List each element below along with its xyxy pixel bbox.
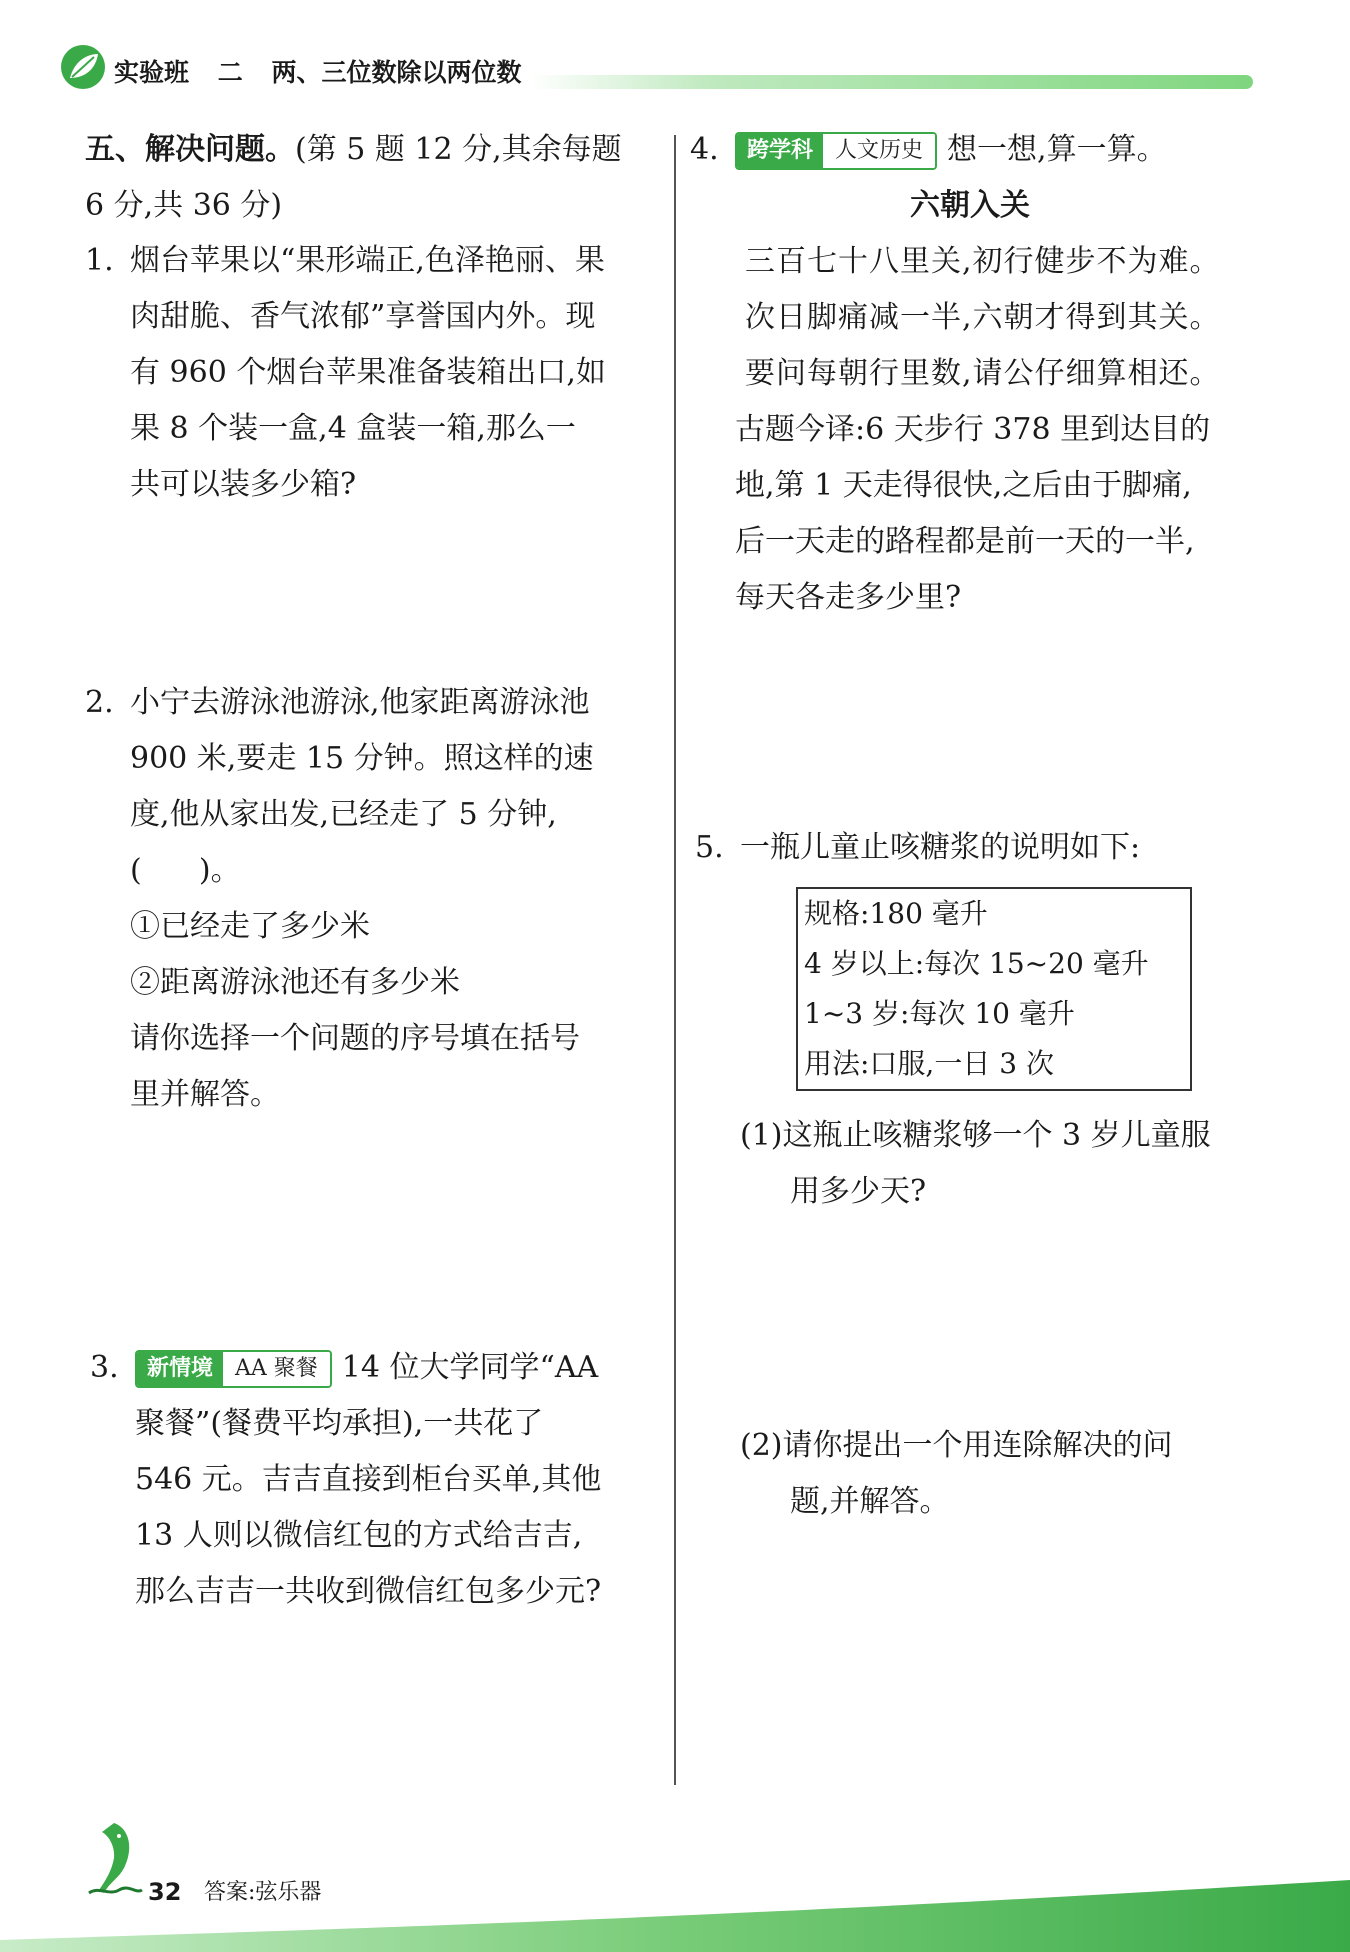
q1-line: 肉甜脆、香气浓郁”享誉国内外。现 [130,299,596,334]
footer-wave [0,1860,1350,1952]
instructions-box [796,887,1192,1091]
q2-line: 里并解答。 [130,1077,280,1112]
section-heading [85,122,645,234]
unit-number: 二 [217,58,243,87]
series-label: 实验班 [114,58,190,87]
q5-sub1-line: 用多少天? [790,1174,927,1209]
q2-line: 度,他从家出发,已经走了 5 分钟, [130,797,557,832]
header-title [114,56,541,90]
q3-tag-label: 新情境 [137,1352,223,1386]
q4-tag [735,132,937,170]
q2-number: 2. [85,685,114,720]
leaf-icon [60,44,106,90]
q4-number: 4. [690,132,719,167]
q4-prompt: 想一想,算一算。 [947,132,1167,167]
page-number: 32 [148,1878,182,1906]
translation-line: 古题今译:6 天步行 378 里到达目的 [735,412,1211,447]
q4-tag-label: 跨学科 [737,134,823,168]
question-3 [90,1340,670,1620]
q5-sub2-line: 题,并解答。 [790,1484,950,1519]
translation-line: 地,第 1 天走得很快,之后由于脚痛, [735,468,1192,503]
poem-line: 要问每朝行里数,请公仔细算相还。 [745,356,1221,391]
q1-line: 有 960 个烟台苹果准备装箱出口,如 [130,355,606,390]
q2-line: 小宁去游泳池游泳,他家距离游泳池 [130,685,590,720]
q3-tag-text: AA 聚餐 [223,1352,330,1386]
q5-number: 5. [695,830,724,865]
q3-line: 14 位大学同学“AA [341,1350,599,1385]
header-bar [530,75,1253,89]
q5-sub2-line: (2)请你提出一个用连除解决的问 [740,1428,1173,1463]
instructions-line: 4 岁以上:每次 15~20 毫升 [804,947,1149,980]
q3-number: 3. [90,1350,119,1385]
q5-intro: 一瓶儿童止咳糖浆的说明如下: [740,830,1141,865]
translation-line: 后一天走的路程都是前一天的一半, [735,524,1195,559]
q2-line: 900 米,要走 15 分钟。照这样的速 [130,741,594,776]
answer-hint: 答案:弦乐器 [204,1880,322,1905]
dolphin-icon [84,1818,144,1898]
poem-line: 次日脚痛减一半,六朝才得到其关。 [745,300,1221,335]
q5-sub-1 [740,1108,1260,1220]
q4-tag-text: 人文历史 [823,134,935,168]
q1-number: 1. [85,243,114,278]
instructions-line: 规格:180 毫升 [804,897,988,930]
poem-line: 三百七十八里关,初行健步不为难。 [745,244,1221,279]
q3-line: 546 元。吉吉直接到柜台买单,其他 [135,1462,602,1497]
q1-line: 果 8 个装一盒,4 盒装一箱,那么一 [130,411,576,446]
q2-line: 请你选择一个问题的序号填在括号 [130,1021,580,1056]
poem-title: 六朝入关 [910,188,1030,223]
q2-option-1: ①已经走了多少米 [130,909,370,944]
column-divider [674,135,676,1785]
q5-sub-2 [740,1418,1260,1530]
q3-line: 13 人则以微信红包的方式给吉吉, [135,1518,583,1553]
q1-line: 烟台苹果以“果形端正,色泽艳丽、果 [130,243,605,278]
unit-title: 两、三位数除以两位数 [271,58,522,87]
translation-line: 每天各走多少里? [735,580,962,615]
instructions-line: 用法:口服,一日 3 次 [804,1047,1054,1080]
question-5-intro [695,820,1255,876]
q3-tag [135,1350,332,1388]
question-1 [85,233,665,513]
q3-line: 那么吉吉一共收到微信红包多少元? [135,1574,602,1609]
q3-line: 聚餐”(餐费平均承担),一共花了 [135,1406,544,1441]
section-title: 五、解决问题。 [85,132,295,167]
question-2 [85,675,665,1123]
section-note: (第 5 题 12 分,其余每题 6 分,共 36 分) [85,132,622,223]
q5-sub1-line: (1)这瓶止咳糖浆够一个 3 岁儿童服 [740,1118,1211,1153]
instructions-line: 1~3 岁:每次 10 毫升 [804,997,1075,1030]
q2-option-2: ②距离游泳池还有多少米 [130,965,460,1000]
q2-answer-blank[interactable]: ( )。 [130,853,241,888]
question-4 [690,122,1250,626]
q1-line: 共可以装多少箱? [130,467,357,502]
